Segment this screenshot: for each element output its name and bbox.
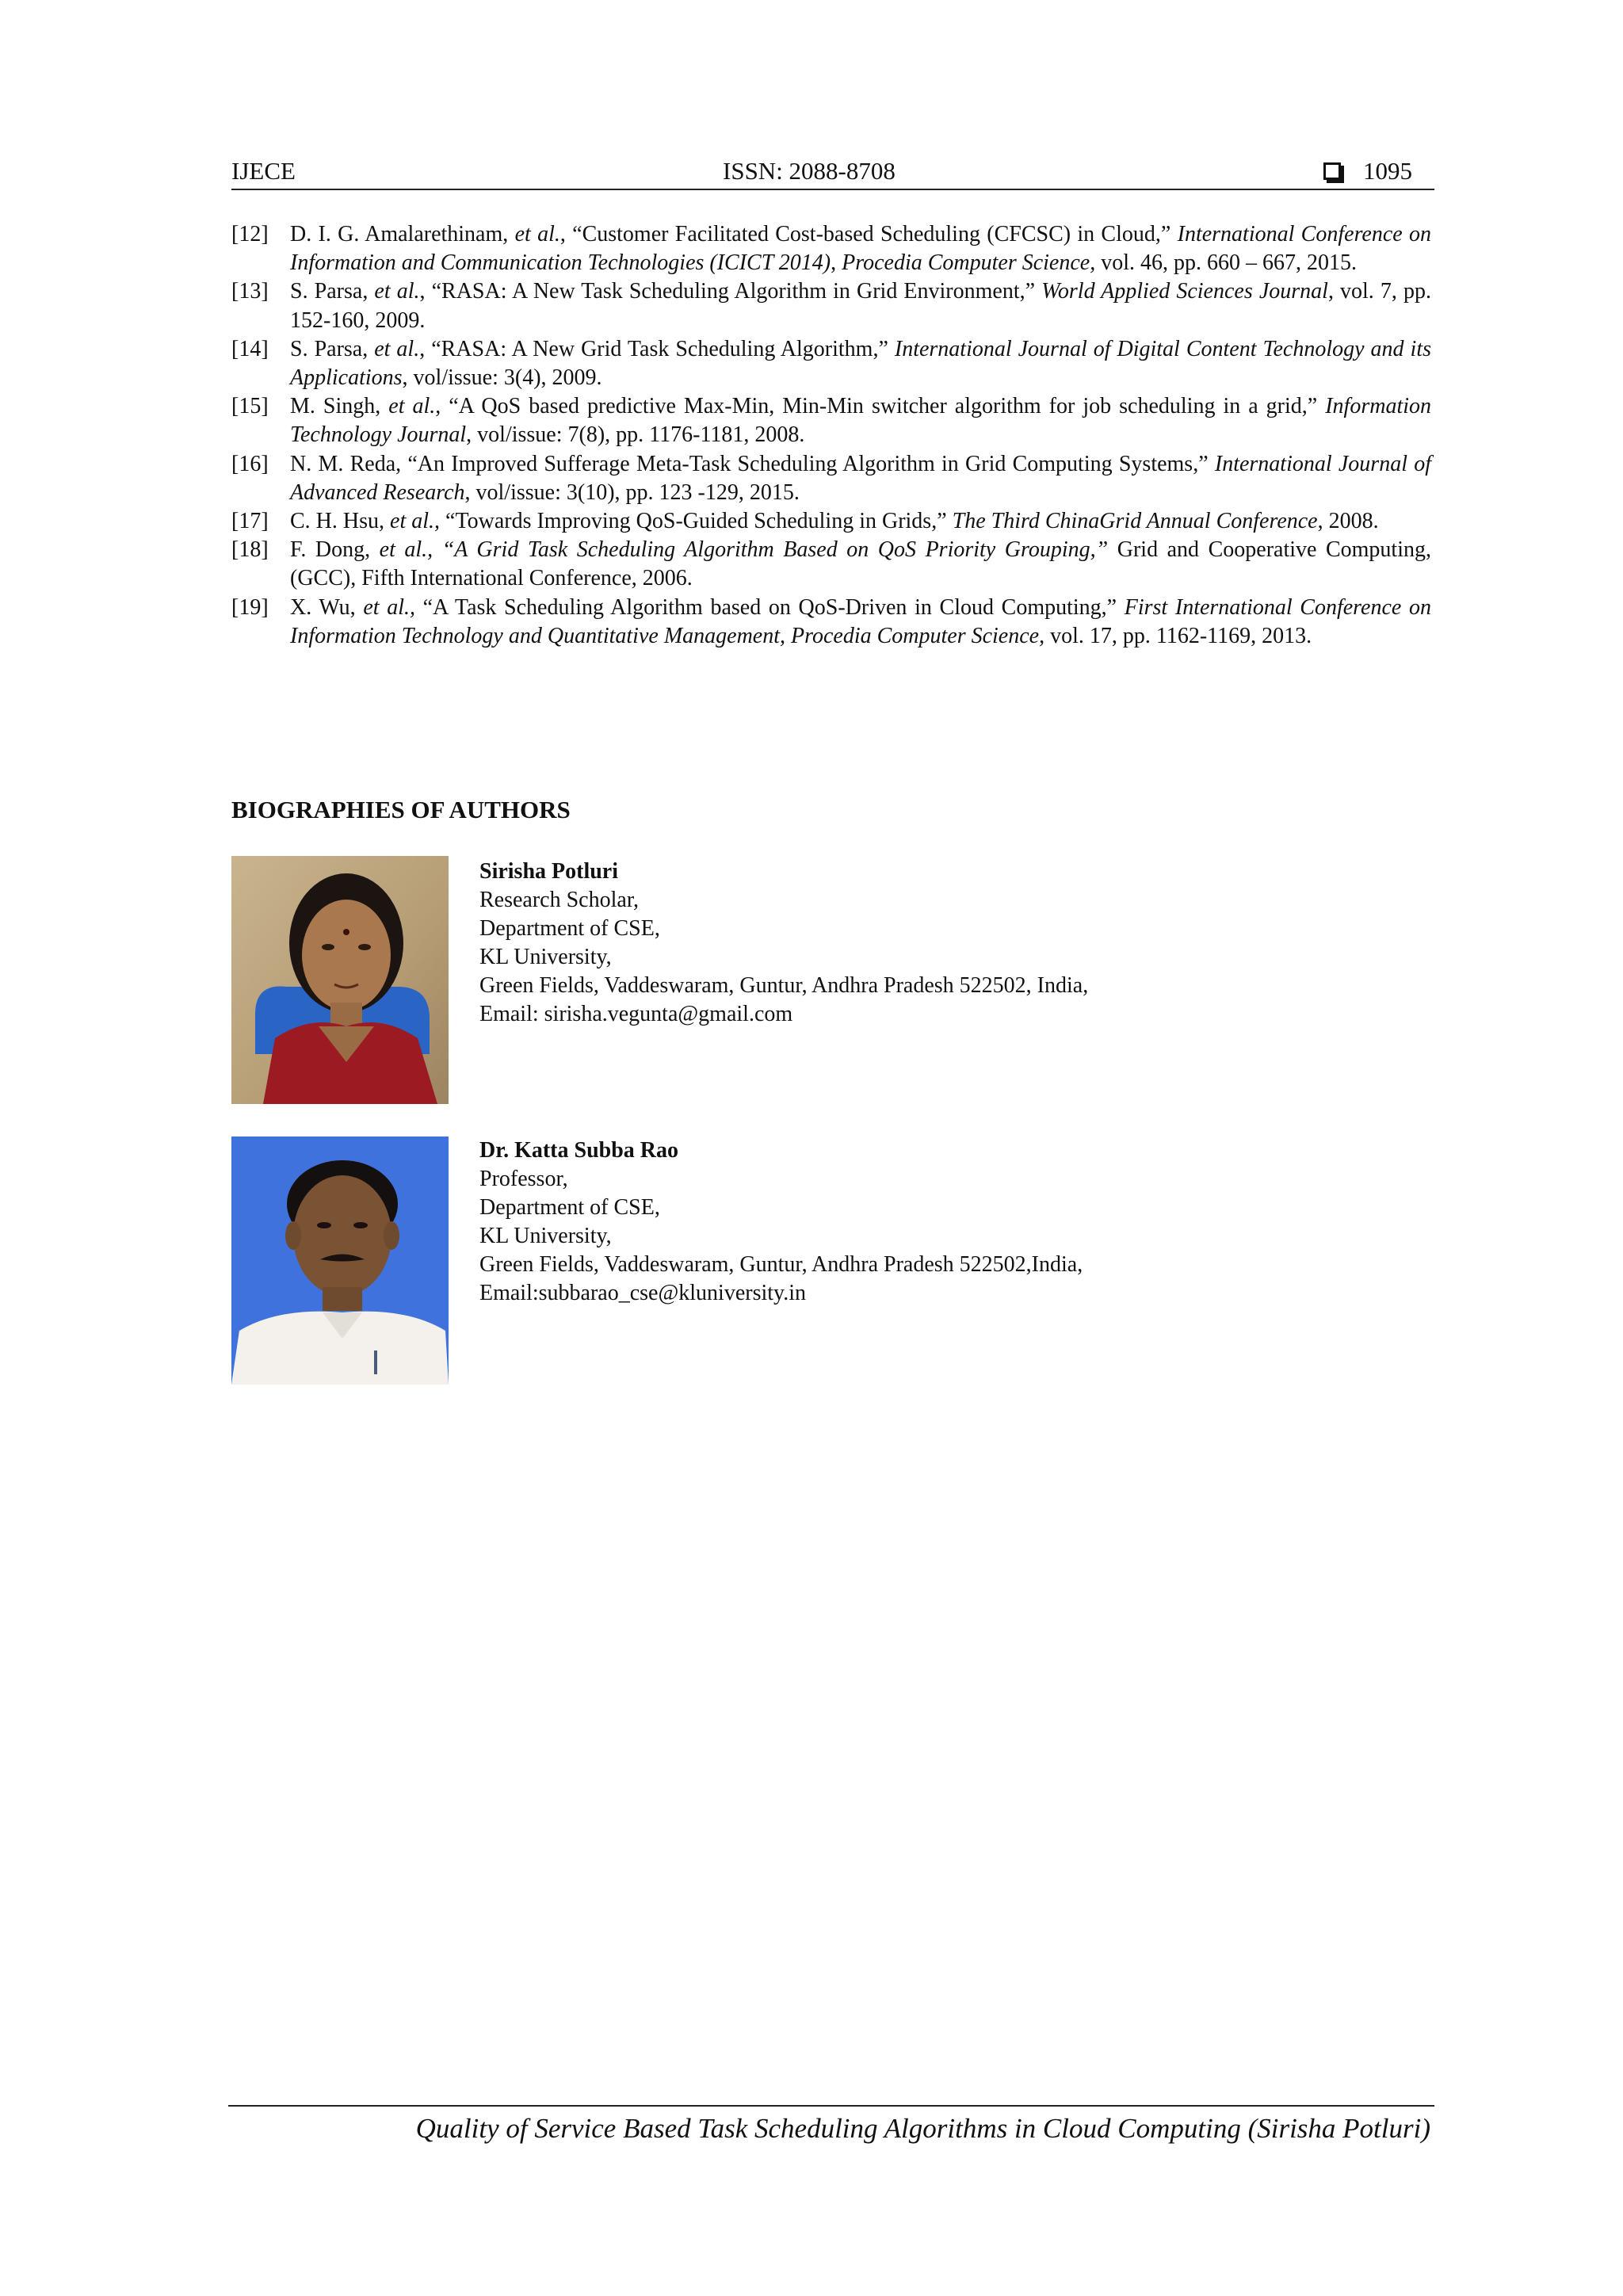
page-header [231,152,1434,190]
reference-number: [12] [231,222,269,246]
biographies-heading: BIOGRAPHIES OF AUTHORS [231,796,571,823]
author-line: Research Scholar, [479,888,640,912]
reference-text: S. Parsa, et al., “RASA: A New Grid Task Scheduling Algorithm,” International Journal of Digital Content Technology and its Applications, vol/issue: 3(4), 2009. [290,336,1431,391]
reference-item [231,450,1431,507]
author-line: Department of CSE, [479,916,660,941]
reference-item [231,536,1431,593]
reference-text: S. Parsa, et al., “RASA: A New Task Scheduling Algorithm in Grid Environment,” World Applied Sciences Journal, vol. 7, pp. 152-160, 2009. [290,279,1431,333]
author-name: Sirisha Potluri [479,859,619,884]
reference-item [231,335,1431,392]
running-title: Quality of Service Based Task Scheduling Algorithms in Cloud Computing (Sirisha Potluri) [415,2113,1430,2144]
page-number: 1095 [1363,157,1412,185]
reference-number: [14] [231,336,269,361]
author-email: Email:subbarao_cse@kluniversity.in [479,1281,806,1305]
author-photo [231,1137,449,1385]
author-line: Green Fields, Vaddeswaram, Guntur, Andhra Pradesh 522502,India, [479,1252,1083,1277]
issn: ISSN: 2088-8708 [723,157,896,185]
author-line: KL University, [479,1224,612,1248]
reference-number: [13] [231,279,269,304]
page-number-block [1323,157,1412,185]
page-footer [228,2105,1434,2144]
reference-item [231,594,1431,651]
author-line: Professor, [479,1167,568,1191]
reference-number: [19] [231,594,269,620]
author-line: KL University, [479,945,612,969]
author-details [479,858,1088,1029]
reference-list [231,220,1431,651]
author-details [479,1137,1083,1308]
reference-item [231,220,1431,277]
author-name: Dr. Katta Subba Rao [479,1138,679,1163]
reference-text: X. Wu, et al., “A Task Scheduling Algorithm based on QoS-Driven in Cloud Computing,” First International Conference on Information Technology and Quantitative Management, Procedia Computer Science, vol. 17, pp. 1162-1169, 2013. [290,594,1431,648]
reference-item [231,507,1431,536]
reference-number: [18] [231,537,269,563]
author-portrait-image [231,1137,449,1385]
reference-text: N. M. Reda, “An Improved Sufferage Meta-Task Scheduling Algorithm in Grid Computing Systems,” International Journal of Advanced Research, vol/issue: 3(10), pp. 123 -129, 2015. [290,451,1431,505]
author-portrait-image [231,856,449,1104]
reference-text: F. Dong, et al., “A Grid Task Scheduling Algorithm Based on QoS Priority Grouping,” Grid and Cooperative Computing, (GCC), Fifth International Conference, 2006. [290,537,1431,591]
reference-number: [15] [231,394,269,419]
author-email: Email: sirisha.vegunta@gmail.com [479,1002,793,1026]
author-photo [231,856,449,1104]
author-line: Green Fields, Vaddeswaram, Guntur, Andhra Pradesh 522502, India, [479,973,1089,998]
reference-item [231,392,1431,449]
author-line: Department of CSE, [479,1195,660,1220]
reference-text: C. H. Hsu, et al., “Towards Improving QoS-Guided Scheduling in Grids,” The Third ChinaGrid Annual Conference, 2008. [290,509,1379,534]
reference-text: D. I. G. Amalarethinam, et al., “Customer Facilitated Cost-based Scheduling (CFCSC) in Cloud,” International Conference on Information and Communication Technologies (ICICT 2014), Procedia Computer Science, vol. 46, pp. 660 – 667, 2015. [290,222,1432,276]
square-bullet-icon [1323,162,1341,180]
journal-name: IJECE [231,157,296,185]
reference-number: [17] [231,509,269,534]
reference-text: M. Singh, et al., “A QoS based predictive Max-Min, Min-Min switcher algorithm for job scheduling in a grid,” Information Technology Journal, vol/issue: 7(8), pp. 1176-1181, 2008. [290,394,1432,448]
reference-number: [16] [231,451,269,476]
reference-item [231,277,1431,334]
